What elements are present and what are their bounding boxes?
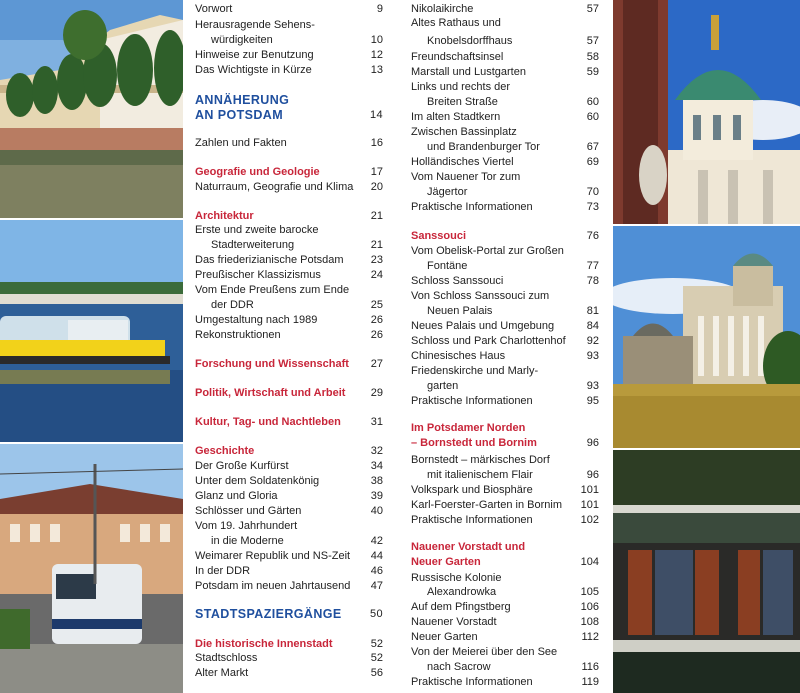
toc-entry-title: ANNÄHERUNG bbox=[195, 93, 290, 107]
toc-entry-title: Praktische Informationen bbox=[411, 676, 533, 688]
photo-dome-building bbox=[613, 0, 800, 224]
toc-entry-title: Vom 19. Jahrhundert bbox=[195, 520, 298, 532]
toc-entry-title: würdigkeiten bbox=[211, 34, 273, 46]
toc-entry-page: 60 bbox=[586, 96, 599, 108]
toc-entry-title: Fontäne bbox=[427, 260, 468, 272]
toc-entry-title: Weimarer Republik und NS-Zeit bbox=[195, 550, 351, 562]
toc-entry-title: Das Wichtigste in Kürze bbox=[195, 64, 312, 76]
toc-entry-page: 112 bbox=[581, 631, 599, 643]
toc-entry-title: Alter Markt bbox=[195, 667, 249, 679]
toc-entry-title: Links und rechts der bbox=[411, 81, 511, 93]
toc-entry-page: 81 bbox=[586, 305, 599, 317]
toc-entry-page: 59 bbox=[586, 66, 599, 78]
toc-entry-title: Vorwort bbox=[195, 3, 233, 15]
toc-entry-page: 12 bbox=[370, 49, 383, 61]
toc-entry-title: Geografie und Geologie bbox=[195, 166, 320, 178]
toc-entry-title: Praktische Informationen bbox=[411, 514, 533, 526]
toc-entry-title: Politik, Wirtschaft und Arbeit bbox=[195, 387, 346, 399]
toc-entry-page: 77 bbox=[586, 260, 599, 272]
toc-entry-title: Stadterweiterung bbox=[211, 239, 295, 251]
toc-entry-title: AN POTSDAM bbox=[195, 108, 284, 122]
toc-entry-title: Volkspark und Biosphäre bbox=[411, 484, 533, 496]
toc-entry-page: 95 bbox=[586, 395, 599, 407]
toc-entry-title: Vom Nauener Tor zum bbox=[411, 171, 521, 183]
toc-entry-title: Herausragende Sehens- bbox=[195, 19, 315, 31]
toc-entry-page: 46 bbox=[370, 565, 383, 577]
toc-entry-title: Kultur, Tag- und Nachtleben bbox=[195, 416, 341, 428]
toc-entry-title: in die Moderne bbox=[211, 535, 284, 547]
toc-entry-page: 40 bbox=[370, 505, 383, 517]
toc-entry-page: 119 bbox=[581, 676, 599, 688]
toc-entry-page: 101 bbox=[580, 499, 599, 511]
toc-entry-page: 24 bbox=[370, 269, 383, 281]
toc-entry-page: 78 bbox=[586, 275, 599, 287]
toc-entry-title: Schloss und Park Charlottenhof bbox=[411, 335, 566, 347]
toc-entry-page: 57 bbox=[586, 3, 599, 15]
toc-entry-title: Erste und zweite barocke bbox=[195, 224, 319, 236]
toc-entry-page: 38 bbox=[370, 475, 383, 487]
toc-entry-title: Breiten Straße bbox=[427, 96, 498, 108]
photo-wooden-house bbox=[613, 450, 800, 693]
toc-entry-page: 52 bbox=[370, 638, 383, 650]
toc-entry-title: Architektur bbox=[195, 210, 254, 222]
toc-entry-title: Glanz und Gloria bbox=[195, 490, 278, 502]
toc-entry-title: Zahlen und Fakten bbox=[195, 137, 287, 149]
toc-entry-page: 69 bbox=[586, 156, 599, 168]
toc-entry-title: Hinweise zur Benutzung bbox=[195, 49, 314, 61]
toc-entry-page: 102 bbox=[580, 514, 599, 526]
toc-entry-page: 26 bbox=[370, 314, 383, 326]
toc-entry-page: 42 bbox=[370, 535, 383, 547]
toc-entry-title: Umgestaltung nach 1989 bbox=[195, 314, 318, 326]
toc-entry-page: 56 bbox=[370, 667, 383, 679]
toc-entry-page: 44 bbox=[370, 550, 383, 562]
photo-water-boat bbox=[0, 220, 183, 442]
toc-entry-title: und Brandenburger Tor bbox=[427, 141, 540, 153]
toc-entry-title: Praktische Informationen bbox=[411, 201, 533, 213]
toc-entry-title: Alexandrowka bbox=[427, 586, 497, 598]
toc-entry-title: Forschung und Wissenschaft bbox=[195, 358, 349, 370]
toc-entry-title: Auf dem Pfingstberg bbox=[411, 601, 511, 613]
toc-entry-title: Naturraum, Geografie und Klima bbox=[195, 181, 354, 193]
toc-entry-title: Sanssouci bbox=[411, 230, 467, 242]
toc-entry-page: 21 bbox=[370, 210, 383, 222]
toc-entry-page: 57 bbox=[586, 35, 599, 47]
toc-entry-title: Karl-Foerster-Garten in Bornim bbox=[411, 499, 562, 511]
toc-entry-title: Marstall und Lustgarten bbox=[411, 66, 526, 78]
toc-entry-title: Von Schloss Sanssouci zum bbox=[411, 290, 550, 302]
toc-entry-page: 31 bbox=[370, 416, 383, 428]
toc-entry-page: 9 bbox=[376, 3, 383, 15]
toc-entry-title: Von der Meierei über den See bbox=[411, 646, 558, 658]
toc-entry-page: 16 bbox=[370, 137, 383, 149]
toc-entry-title: Rekonstruktionen bbox=[195, 329, 281, 341]
toc-entry-page: 67 bbox=[586, 141, 599, 153]
toc-entry-page: 93 bbox=[586, 350, 599, 362]
toc-entry-page: 93 bbox=[586, 380, 599, 392]
toc-entry-page: 92 bbox=[586, 335, 599, 347]
toc-entry-page: 23 bbox=[370, 254, 383, 266]
toc-entry-page: 96 bbox=[586, 469, 599, 481]
toc-entry-title: Neuer Garten bbox=[411, 631, 478, 643]
toc-entry-title: STADTSPAZIERGÄNGE bbox=[195, 607, 342, 621]
toc-entry-title: Preußischer Klassizismus bbox=[195, 269, 321, 281]
toc-entry-title: Nikolaikirche bbox=[411, 3, 474, 15]
toc-entry-page: 73 bbox=[586, 201, 599, 213]
toc-entry-title: Vom Obelisk-Portal zur Großen bbox=[411, 245, 564, 257]
toc-entry-page: 14 bbox=[369, 109, 383, 121]
toc-entry-title: Neuen Palais bbox=[427, 305, 493, 317]
toc-entry-title: Holländisches Viertel bbox=[411, 156, 514, 168]
toc-entry-page: 52 bbox=[370, 652, 383, 664]
toc-entry-page: 29 bbox=[370, 387, 383, 399]
toc-entry-title: Altes Rathaus und bbox=[411, 17, 501, 29]
toc-entry-page: 13 bbox=[370, 64, 383, 76]
toc-entry-title: Die historische Innenstadt bbox=[195, 638, 333, 650]
toc-entry-title: Schlösser und Gärten bbox=[195, 505, 302, 517]
toc-entry-title: Freundschaftsinsel bbox=[411, 51, 504, 63]
toc-entry-page: 60 bbox=[586, 111, 599, 123]
toc-entry-title: Im Potsdamer Norden bbox=[411, 422, 526, 434]
toc-entry-page: 10 bbox=[370, 34, 383, 46]
toc-entry-title: Unter dem Soldatenkönig bbox=[195, 475, 320, 487]
toc-entry-page: 17 bbox=[370, 166, 383, 178]
toc-entry-title: nach Sacrow bbox=[427, 661, 491, 673]
toc-entry-title: Vom Ende Preußens zum Ende bbox=[195, 284, 350, 296]
toc-entry-page: 104 bbox=[580, 556, 599, 568]
photo-canal-street bbox=[0, 0, 183, 218]
toc-entry-page: 70 bbox=[586, 186, 599, 198]
toc-entry-title: Stadtschloss bbox=[195, 652, 258, 664]
toc-entry-page: 34 bbox=[370, 460, 383, 472]
toc-entry-title: – Bornstedt und Bornim bbox=[411, 437, 537, 449]
toc-entry-page: 108 bbox=[580, 616, 599, 628]
toc-entry-title: garten bbox=[427, 380, 459, 392]
toc-entry-title: Bornstedt – märkisches Dorf bbox=[411, 454, 550, 466]
toc-entry-title: Knobelsdorffhaus bbox=[427, 35, 513, 47]
toc-entry-page: 84 bbox=[586, 320, 599, 332]
toc-entry-page: 32 bbox=[370, 445, 383, 457]
toc-entry-title: Der Große Kurfürst bbox=[195, 460, 289, 472]
toc-entry-title: Neuer Garten bbox=[411, 556, 481, 568]
toc-entry-title: Friedenskirche und Marly- bbox=[411, 365, 539, 377]
toc-entry-title: Zwischen Bassinplatz bbox=[411, 126, 517, 138]
toc-entry-page: 116 bbox=[581, 661, 599, 673]
toc-entry-title: der DDR bbox=[211, 299, 254, 311]
toc-entry-title: Potsdam im neuen Jahrtausend bbox=[195, 580, 351, 592]
toc-entry-title: mit italienischem Flair bbox=[427, 469, 533, 481]
toc-entry-title: Schloss Sanssouci bbox=[411, 275, 504, 287]
toc-entry-title: Jägertor bbox=[427, 186, 468, 198]
toc-entry-page: 39 bbox=[370, 490, 383, 502]
toc-entry-page: 27 bbox=[370, 358, 383, 370]
toc-entry-title: Russische Kolonie bbox=[411, 572, 502, 584]
toc-entry-page: 21 bbox=[370, 239, 383, 251]
toc-entry-title: Geschichte bbox=[195, 445, 255, 457]
toc-entry-page: 47 bbox=[370, 580, 383, 592]
toc-entry-page: 76 bbox=[586, 230, 599, 242]
toc-entry-title: Neues Palais und Umgebung bbox=[411, 320, 555, 332]
toc-entry-page: 96 bbox=[586, 437, 599, 449]
toc-entry-title: In der DDR bbox=[195, 565, 251, 577]
toc-entry-page: 50 bbox=[369, 608, 383, 620]
toc-entry-page: 105 bbox=[580, 586, 599, 598]
photo-tram-street bbox=[0, 444, 183, 693]
toc-entry-title: Nauener Vorstadt und bbox=[411, 541, 526, 553]
toc-entry-title: Im alten Stadtkern bbox=[411, 111, 501, 123]
toc-entry-title: Praktische Informationen bbox=[411, 395, 533, 407]
toc-entry-title: Nauener Vorstadt bbox=[411, 616, 497, 628]
toc-entry-page: 101 bbox=[580, 484, 599, 496]
toc-entry-title: Das friederizianische Potsdam bbox=[195, 254, 344, 266]
photo-palace-lawn bbox=[613, 226, 800, 448]
toc-entry-page: 106 bbox=[580, 601, 599, 613]
toc-entry-page: 20 bbox=[370, 181, 383, 193]
toc-entry-page: 25 bbox=[370, 299, 383, 311]
toc-entry-page: 58 bbox=[586, 51, 599, 63]
toc-entry-page: 26 bbox=[370, 329, 383, 341]
toc-entry-title: Chinesisches Haus bbox=[411, 350, 506, 362]
